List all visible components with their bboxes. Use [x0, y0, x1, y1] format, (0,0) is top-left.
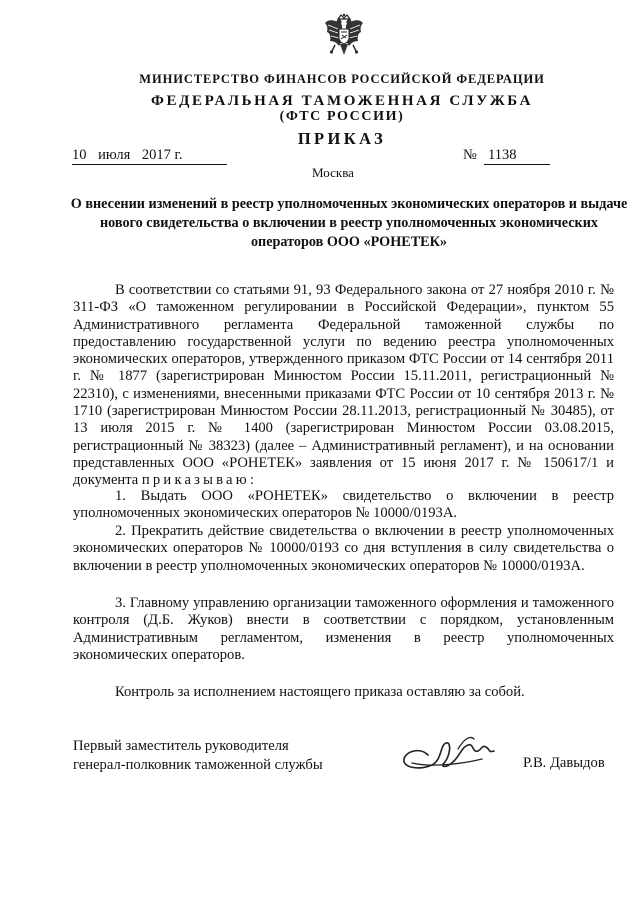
ministry-name: МИНИСТЕРСТВО ФИНАНСОВ РОССИЙСКОЙ ФЕДЕРАЦИИ	[139, 72, 545, 86]
signatory-position	[73, 737, 323, 775]
signatory-position-line-2: генерал-полковник таможенной службы	[73, 757, 323, 773]
preamble-paragraph	[73, 282, 614, 490]
order-item-1: 1. Выдать ООО «РОНЕТЕК» свидетельство о включении в реестр уполномоченных экономических операторов № 10000/0193А.	[73, 488, 614, 522]
city: Москва	[312, 165, 354, 180]
preamble-text: В соответствии со статьями 91, 93 Федерального закона от 27 ноября 2010 г. № 311-ФЗ «О таможенном регулировании в Российской Федерации», пунктом 55 Административного регламента Федеральной таможенной службы по предоставлению государственной услуги по ведению реестра уполномоченных экономических операторов, утвержденного приказом ФТС России от 14 сентября 2011 г. № 1877 (зарегистрирован Минюстом России 15.11.2011, регистрационный № 22310), с изменениями, внесенными приказами ФТС России от 10 сентября 2013 г. № 1710 (зарегистрирован Минюстом России 28.11.2013, регистрационный № 30485), от 13 июля 2015 г. № 1400 (зарегистрирован Минюстом России 03.08.2015, регистрационный № 38323) (далее – Административный регламент), и на основании представленных ООО «РОНЕТЕК» заявления от 15 июня 2017 г. № 150617/1 и документа	[73, 282, 614, 489]
date-year: 2017 г.	[141, 147, 183, 163]
number-sign: №	[463, 147, 477, 163]
order-item-3: 3. Главному управлению организации таможенного оформления и таможенного контроля (Д.Б. Жуков) внести в соответствии с порядком, установленным Административным регламентом, изменения в реестр уполномоченных экономических операторов.	[73, 595, 614, 663]
handwritten-signature	[398, 727, 516, 783]
control-clause: Контроль за исполнением настоящего приказа оставляю за собой.	[115, 684, 525, 700]
document-type: ПРИКАЗ	[297, 129, 387, 148]
service-name: ФЕДЕРАЛЬНАЯ ТАМОЖЕННАЯ СЛУЖБА	[150, 93, 534, 109]
date-day: 10	[72, 147, 87, 163]
document-number: 1138	[484, 147, 550, 165]
signatory-position-line-1: Первый заместитель руководителя	[73, 738, 289, 754]
date-month: июля	[98, 147, 131, 163]
document-title: О внесении изменений в реестр уполномоченных экономических операторов и выдаче нового свидетельства о включении в реестр уполномоченных экономических операторов ООО «РОНЕТЕК»	[70, 196, 628, 250]
order-word: приказываю:	[141, 472, 258, 489]
signatory-name: Р.В. Давыдов	[523, 755, 605, 771]
service-short-name: (ФТС РОССИИ)	[279, 109, 405, 124]
document-date	[72, 147, 227, 165]
order-item-2: 2. Прекратить действие свидетельства о включении в реестр уполномоченных экономических операторов № 10000/0193 со дня вступления в силу свидетельства о включении в реестр уполномоченных экономических операторов № 10000/0193А.	[73, 523, 614, 574]
coat-of-arms-emblem	[323, 13, 365, 59]
